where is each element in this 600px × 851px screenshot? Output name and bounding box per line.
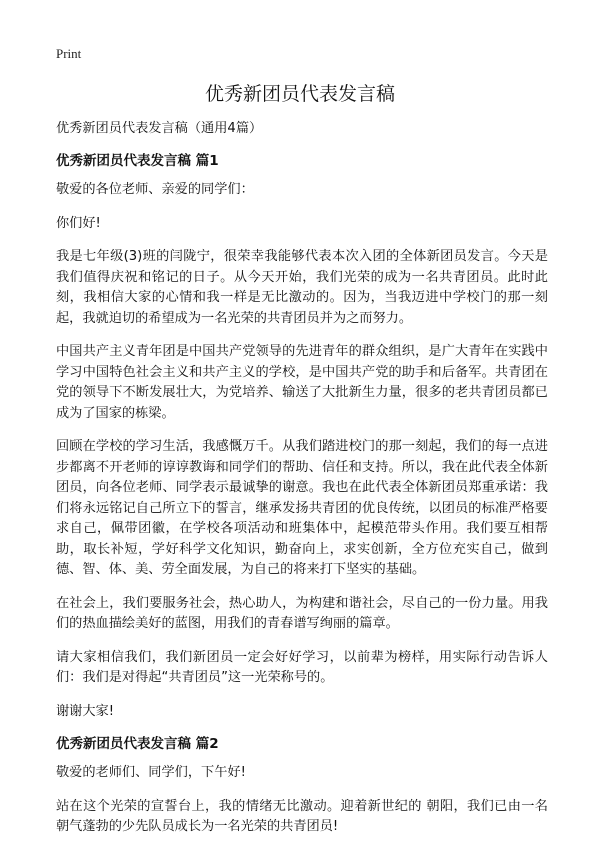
paragraph: 敬爱的老师们、同学们，下午好! bbox=[56, 765, 246, 780]
paragraph: 谢谢大家! bbox=[56, 703, 115, 719]
section-heading bbox=[56, 735, 548, 753]
section-1 bbox=[56, 152, 548, 722]
section-heading-number: 篇2 bbox=[195, 736, 219, 752]
article-subtitle: 优秀新团员代表发言稿（通用4篇） bbox=[56, 121, 263, 136]
section-2 bbox=[56, 735, 548, 838]
paragraph: 请大家相信我们，我们新团员一定会好好学习，以前辈为榜样，用实际行动告诉人们：我们是对得起“共青团员”这一光荣称号的。 bbox=[56, 649, 548, 685]
print-link[interactable]: Print bbox=[56, 46, 82, 61]
section-heading-text: 优秀新团员代表发言稿 bbox=[56, 153, 191, 169]
section-heading bbox=[56, 152, 548, 170]
section-heading-number: 篇1 bbox=[195, 153, 219, 169]
paragraph: 回顾在学校的学习生活，我感慨万千。从我们踏进校门的那一刻起，我们的每一点进步都离不开老师的谆谆教诲和同学们的帮助、信任和支持。所以，我在此代表全体新团员，向各位老师、同学表示最诚挚的谢意。我也在此代表全体新团员郑重承诺：我们将永远铭记自己所立下的誓言，继承发扬共青团的优良传统，以团员的标准严格要求自己，佩带团徽，在学校各项活动和班集体中，起模范带头作用。我们要互相帮助，取长补短，学好科学文化知识，勤奋向上，求实创新，全方位充实自己，做到德、智、体、美、劳全面发展，为自己的将来打下坚实的基础。 bbox=[56, 439, 548, 577]
paragraph: 中国共产主义青年团是中国共产党领导的先进青年的群众组织，是广大青年在实践中学习中国特色社会主义和共产主义的学校，是中国共产党的助手和后备军。共青团在党的领导下不断发展壮大，为党培养、输送了大批新生力量，很多的老共青团员都已成为了国家的栋梁。 bbox=[56, 344, 548, 421]
paragraph: 在社会上，我们要服务社会，热心助人，为构建和谐社会，尽自己的一份力量。用我们的热血描绘美好的蓝图，用我们的青春谱写绚丽的篇章。 bbox=[56, 595, 548, 631]
page-title: 优秀新团员代表发言稿 bbox=[204, 83, 395, 105]
section-heading-text: 优秀新团员代表发言稿 bbox=[56, 736, 191, 752]
paragraph: 站在这个光荣的宣誓台上，我的情绪无比激动。迎着新世纪的 朝阳，我们已由一名朝气蓬勃的少先队员成长为一名光荣的共青团员! bbox=[56, 798, 548, 834]
paragraph: 敬爱的各位老师、亲爱的同学们： bbox=[56, 182, 254, 197]
article-body bbox=[56, 120, 548, 851]
paragraph: 我是七年级(3)班的闫陇宁，很荣幸我能够代表本次入团的全体新团员发言。今天是我们值得庆祝和铭记的日子。从今天开始，我们光荣的成为一名共青团员。此时此刻，我相信大家的心情和我一样是无比激动的。因为，当我迈进中学校门的那一刻起，我就迫切的希望成为一名光荣的共青团员并为之而努力。 bbox=[56, 249, 548, 326]
paragraph: 你们好! bbox=[56, 215, 101, 231]
